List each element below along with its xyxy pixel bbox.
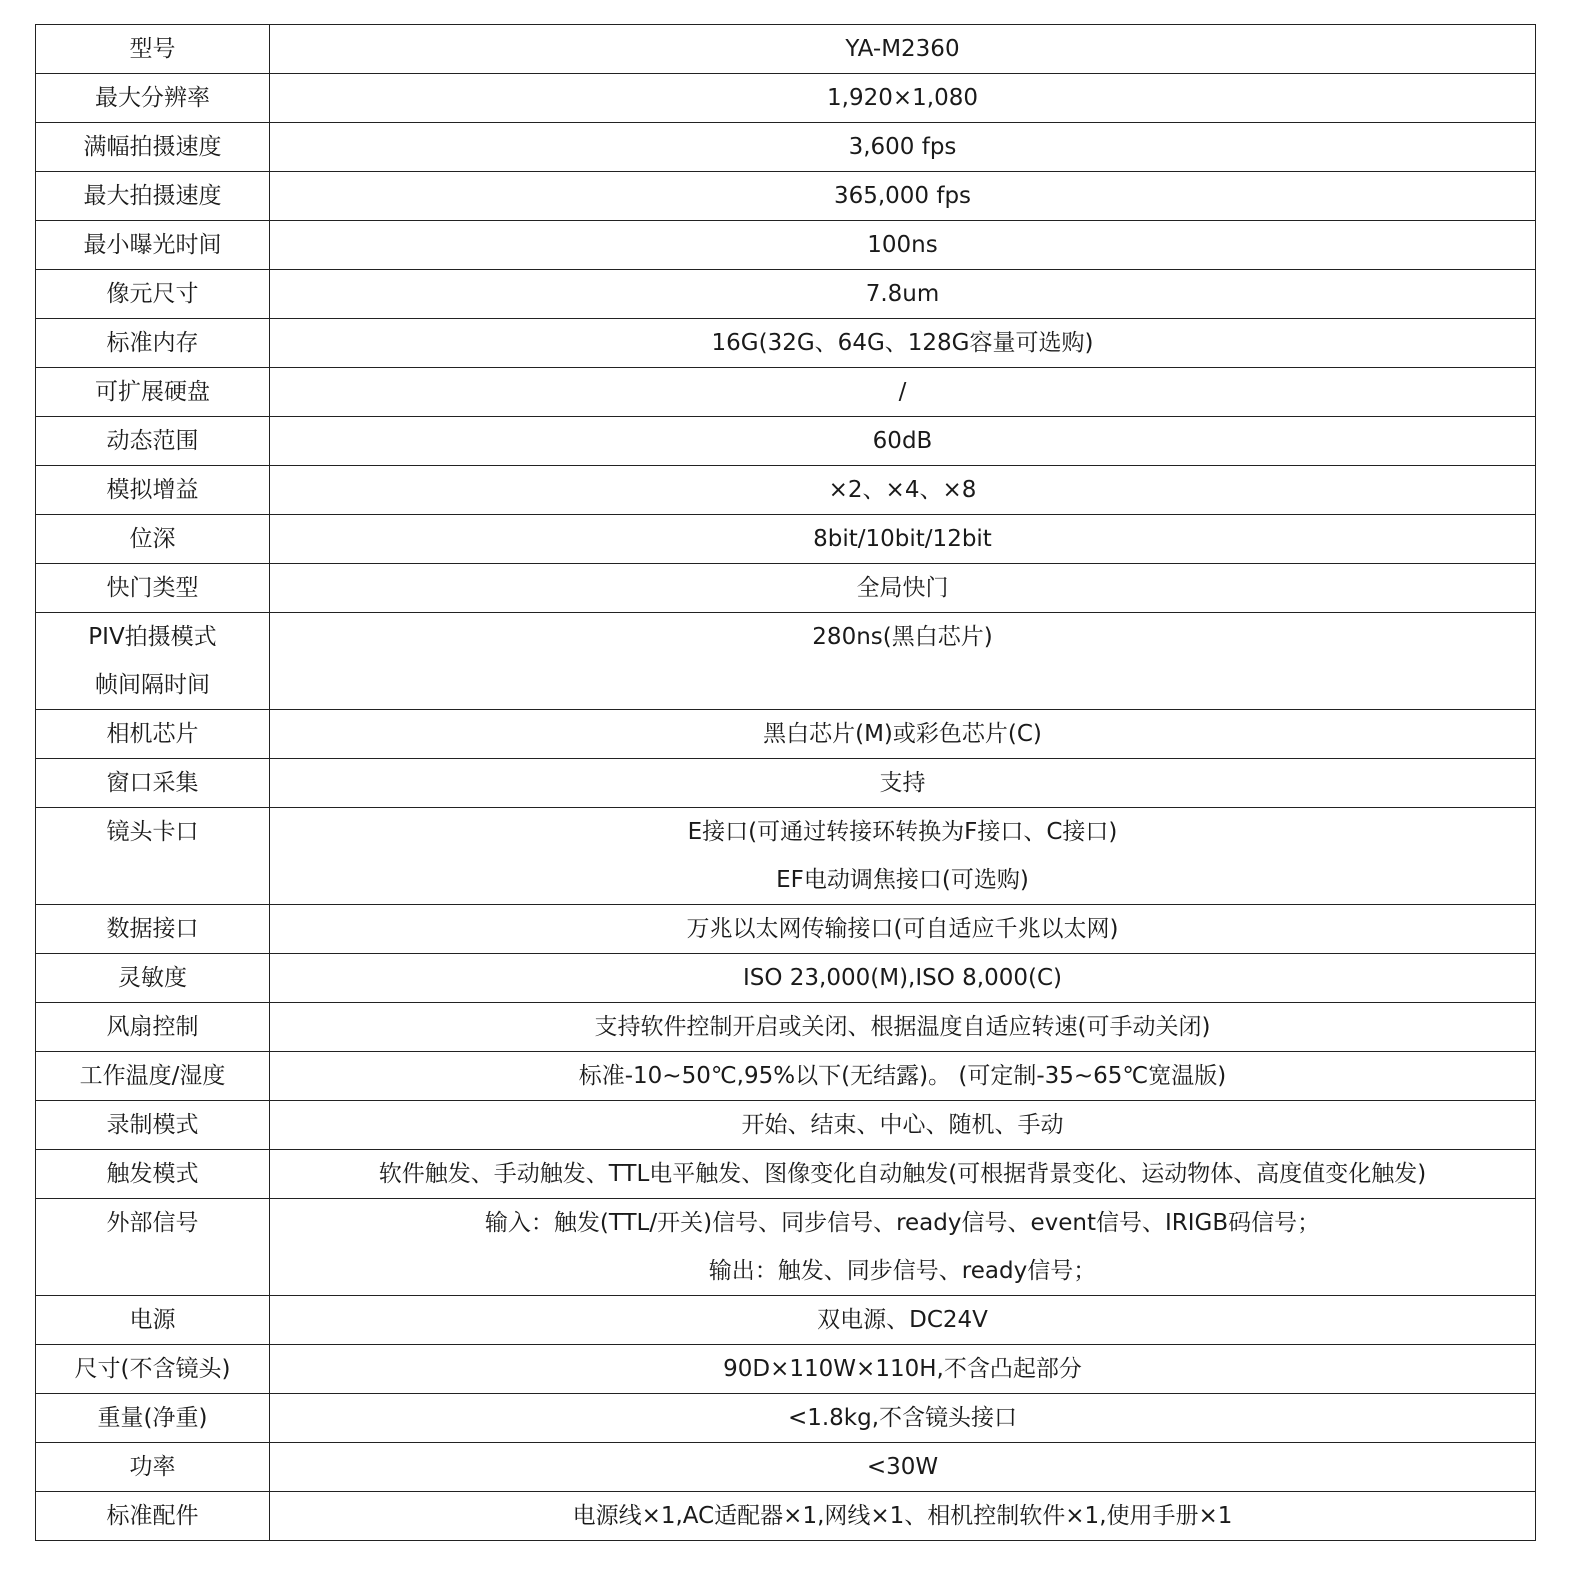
spec-value: 开始、结束、中心、随机、手动 bbox=[741, 1112, 1064, 1138]
spec-label: 尺寸(不含镜头) bbox=[74, 1356, 231, 1382]
spec-row bbox=[36, 710, 1536, 759]
spec-label: 最大分辨率 bbox=[95, 85, 210, 111]
spec-row bbox=[36, 417, 1536, 466]
spec-label-cell bbox=[36, 270, 270, 319]
spec-value: 全局快门 bbox=[856, 575, 949, 601]
spec-row bbox=[36, 564, 1536, 613]
spec-value: 软件触发、手动触发、TTL电平触发、图像变化自动触发(可根据背景变化、运动物体、高度值变化触发) bbox=[378, 1161, 1427, 1187]
spec-row bbox=[36, 466, 1536, 515]
spec-label: 数据接口 bbox=[106, 916, 199, 942]
spec-value: ×2、×4、×8 bbox=[828, 477, 977, 503]
spec-row bbox=[36, 905, 1536, 954]
spec-label: 可扩展硬盘 bbox=[95, 379, 210, 405]
spec-label-cell bbox=[36, 1492, 270, 1541]
spec-label: 电源 bbox=[129, 1307, 176, 1333]
spec-value-cell bbox=[270, 1052, 1536, 1101]
spec-label-cell bbox=[36, 954, 270, 1003]
spec-row bbox=[36, 123, 1536, 172]
spec-value: <1.8kg,不含镜头接口 bbox=[787, 1405, 1018, 1431]
spec-label-cell bbox=[36, 905, 270, 954]
spec-label-cell bbox=[36, 710, 270, 759]
spec-value-cell bbox=[270, 1101, 1536, 1150]
spec-label: 满幅拍摄速度 bbox=[83, 134, 222, 160]
spec-label: 灵敏度 bbox=[118, 965, 187, 991]
spec-row bbox=[36, 954, 1536, 1003]
spec-row bbox=[36, 221, 1536, 270]
spec-label: 帧间隔时间 bbox=[95, 672, 210, 698]
spec-value: E接口(可通过转接环转换为F接口、C接口) bbox=[687, 819, 1118, 845]
spec-table-body bbox=[36, 25, 1536, 1541]
spec-row bbox=[36, 172, 1536, 221]
spec-label: 重量(净重) bbox=[97, 1405, 208, 1431]
spec-value: 支持 bbox=[879, 770, 926, 796]
spec-row bbox=[36, 368, 1536, 417]
spec-value-cell bbox=[270, 710, 1536, 759]
spec-value: 双电源、DC24V bbox=[817, 1307, 988, 1333]
spec-row bbox=[36, 759, 1536, 808]
spec-label-cell bbox=[36, 515, 270, 564]
spec-value-cell bbox=[270, 1150, 1536, 1199]
spec-value-cell bbox=[270, 74, 1536, 123]
spec-value-cell bbox=[270, 270, 1536, 319]
spec-label-cell bbox=[36, 1052, 270, 1101]
spec-label-cell bbox=[36, 1150, 270, 1199]
spec-label-cell bbox=[36, 466, 270, 515]
spec-value-cell bbox=[270, 808, 1536, 905]
spec-value: 100ns bbox=[867, 232, 938, 258]
spec-label-cell bbox=[36, 123, 270, 172]
spec-label: 触发模式 bbox=[106, 1161, 199, 1187]
spec-value-cell bbox=[270, 613, 1536, 710]
spec-value-cell bbox=[270, 1345, 1536, 1394]
spec-value-cell bbox=[270, 1394, 1536, 1443]
spec-label: 位深 bbox=[129, 526, 176, 552]
spec-row bbox=[36, 1150, 1536, 1199]
spec-row bbox=[36, 319, 1536, 368]
spec-label: 快门类型 bbox=[106, 575, 199, 601]
spec-value-cell bbox=[270, 1003, 1536, 1052]
spec-label: 标准内存 bbox=[106, 330, 199, 356]
spec-label: 镜头卡口 bbox=[106, 819, 199, 845]
spec-value: 365,000 fps bbox=[833, 183, 972, 209]
spec-value-cell bbox=[270, 25, 1536, 74]
spec-value-cell bbox=[270, 368, 1536, 417]
spec-label-cell bbox=[36, 1443, 270, 1492]
spec-value-cell bbox=[270, 954, 1536, 1003]
spec-value-cell bbox=[270, 417, 1536, 466]
spec-value: YA-M2360 bbox=[845, 36, 960, 62]
spec-value: 标准-10~50℃,95%以下(无结露)。 (可定制-35~65℃宽温版) bbox=[578, 1063, 1227, 1089]
spec-row bbox=[36, 1492, 1536, 1541]
spec-row bbox=[36, 270, 1536, 319]
spec-label-cell bbox=[36, 759, 270, 808]
spec-label: 录制模式 bbox=[106, 1112, 199, 1138]
spec-row bbox=[36, 1199, 1536, 1296]
spec-value-cell bbox=[270, 319, 1536, 368]
spec-row bbox=[36, 74, 1536, 123]
spec-value: 输入：触发(TTL/开关)信号、同步信号、ready信号、event信号、IRIGB码信号； bbox=[484, 1210, 1321, 1236]
spec-label: 像元尺寸 bbox=[106, 281, 199, 307]
spec-row bbox=[36, 25, 1536, 74]
spec-label: 模拟增益 bbox=[106, 477, 199, 503]
spec-value: EF电动调焦接口(可选购) bbox=[776, 867, 1029, 893]
spec-row bbox=[36, 1443, 1536, 1492]
spec-label: 动态范围 bbox=[106, 428, 199, 454]
spec-label: 标准配件 bbox=[106, 1503, 199, 1529]
spec-value: 60dB bbox=[872, 428, 933, 454]
spec-label: 工作温度/湿度 bbox=[79, 1063, 226, 1089]
spec-label-cell bbox=[36, 172, 270, 221]
spec-value-cell bbox=[270, 905, 1536, 954]
spec-value: 3,600 fps bbox=[848, 134, 957, 160]
spec-row bbox=[36, 1003, 1536, 1052]
spec-label: 型号 bbox=[129, 36, 176, 62]
spec-label-cell bbox=[36, 1003, 270, 1052]
spec-value-cell bbox=[270, 1492, 1536, 1541]
spec-label: 相机芯片 bbox=[106, 721, 199, 747]
spec-value-cell bbox=[270, 123, 1536, 172]
spec-value: 7.8um bbox=[865, 281, 940, 307]
spec-value: <30W bbox=[866, 1454, 939, 1480]
spec-row bbox=[36, 1101, 1536, 1150]
spec-label-cell bbox=[36, 1345, 270, 1394]
spec-label-cell bbox=[36, 564, 270, 613]
spec-label: 功率 bbox=[129, 1454, 176, 1480]
spec-label-cell bbox=[36, 319, 270, 368]
spec-value: 输出：触发、同步信号、ready信号； bbox=[708, 1258, 1097, 1284]
spec-value-cell bbox=[270, 759, 1536, 808]
spec-value-cell bbox=[270, 172, 1536, 221]
spec-value: 8bit/10bit/12bit bbox=[813, 526, 992, 552]
spec-value: / bbox=[898, 379, 907, 405]
spec-value: ISO 23,000(M),ISO 8,000(C) bbox=[742, 965, 1063, 991]
spec-value-cell bbox=[270, 1199, 1536, 1296]
spec-value: 电源线×1,AC适配器×1,网线×1、相机控制软件×1,使用手册×1 bbox=[572, 1503, 1233, 1529]
spec-row bbox=[36, 515, 1536, 564]
spec-label: 最小曝光时间 bbox=[83, 232, 222, 258]
spec-row bbox=[36, 1394, 1536, 1443]
spec-table bbox=[35, 24, 1536, 1541]
spec-label-cell bbox=[36, 808, 270, 905]
spec-label: 最大拍摄速度 bbox=[83, 183, 222, 209]
spec-value-cell bbox=[270, 466, 1536, 515]
spec-label: 窗口采集 bbox=[106, 770, 199, 796]
spec-row bbox=[36, 1052, 1536, 1101]
spec-value-cell bbox=[270, 1296, 1536, 1345]
spec-value: 16G(32G、64G、128G容量可选购) bbox=[711, 330, 1094, 356]
spec-value: 支持软件控制开启或关闭、根据温度自适应转速(可手动关闭) bbox=[594, 1014, 1211, 1040]
spec-value: 黑白芯片(M)或彩色芯片(C) bbox=[763, 721, 1042, 747]
spec-value-cell bbox=[270, 515, 1536, 564]
spec-value: 90D×110W×110H,不含凸起部分 bbox=[723, 1356, 1082, 1382]
spec-label-cell bbox=[36, 613, 270, 710]
spec-value-cell bbox=[270, 221, 1536, 270]
spec-row bbox=[36, 1345, 1536, 1394]
spec-label-cell bbox=[36, 221, 270, 270]
spec-label-cell bbox=[36, 1296, 270, 1345]
spec-row bbox=[36, 1296, 1536, 1345]
spec-label-cell bbox=[36, 368, 270, 417]
spec-label-cell bbox=[36, 25, 270, 74]
spec-label: 风扇控制 bbox=[106, 1014, 199, 1040]
spec-row bbox=[36, 808, 1536, 905]
spec-row bbox=[36, 613, 1536, 710]
spec-value: 280ns(黑白芯片) bbox=[812, 624, 993, 650]
spec-value-cell bbox=[270, 1443, 1536, 1492]
spec-label: PIV拍摄模式 bbox=[88, 624, 217, 650]
spec-label-cell bbox=[36, 1199, 270, 1296]
spec-label-cell bbox=[36, 417, 270, 466]
spec-label-cell bbox=[36, 1394, 270, 1443]
spec-value-cell bbox=[270, 564, 1536, 613]
spec-value: 1,920×1,080 bbox=[827, 85, 978, 111]
spec-value: 万兆以太网传输接口(可自适应千兆以太网) bbox=[686, 916, 1119, 942]
spec-label-cell bbox=[36, 74, 270, 123]
spec-label-cell bbox=[36, 1101, 270, 1150]
spec-label: 外部信号 bbox=[106, 1210, 199, 1236]
